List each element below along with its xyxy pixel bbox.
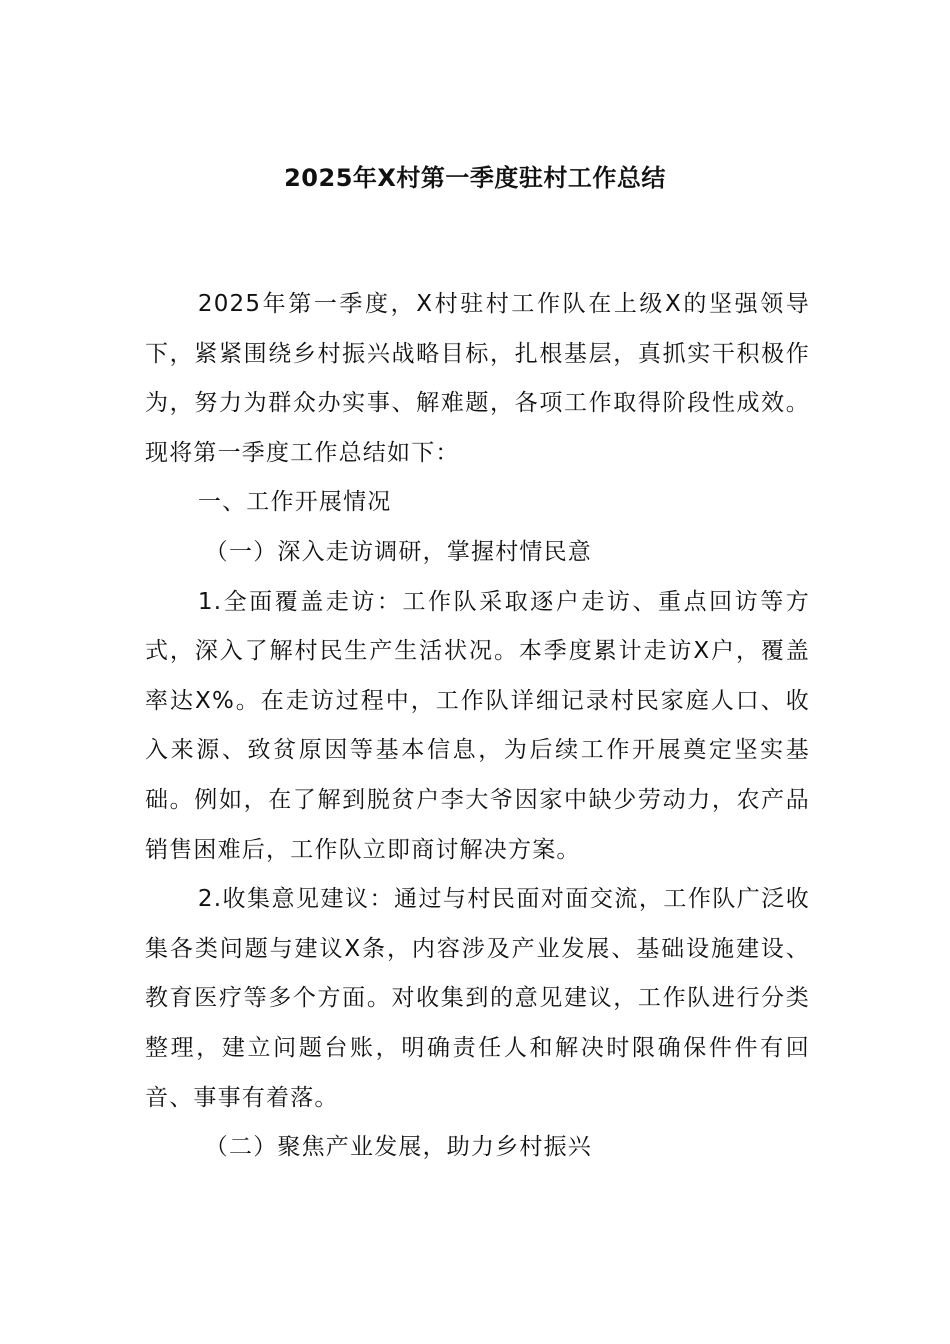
section-heading-1: 一、工作开展情况 [197,489,392,516]
item-paragraph-1: 1.全面覆盖走访：工作队采取逐户走访、重点回访等方式，深入了解村民生产生活状况。本季度累计走访X户，覆盖率达X%。在走访过程中，工作队详细记录村民家庭人口、收入来源、致贫原因等基本信息，为后续工作开展奠定坚实基础。例如，在了解到脱贫户李大爷因家中缺少劳动力，农产品销售困难后，工作队立即商讨解决方案。 [145,588,810,863]
document-body [145,280,810,1173]
intro-paragraph: 2025年第一季度，X村驻村工作队在上级X的坚强领导下，紧紧围绕乡村振兴战略目标，扎根基层，真抓实干积极作为，努力为群众办实事、解难题，各项工作取得阶段性成效。现将第一季度工作总结如下： [145,291,810,466]
item-paragraph-2: 2.收集意见建议：通过与村民面对面交流，工作队广泛收集各类问题与建议X条，内容涉及产业发展、基础设施建设、教育医疗等多个方面。对收集到的意见建议，工作队进行分类整理，建立问题台账，明确责任人和解决时限确保件件有回音、事事有着落。 [145,886,810,1111]
subsection-heading-2: （二）聚焦产业发展，助力乡村振兴 [204,1134,592,1161]
subsection-heading-1: （一）深入走访调研，掌握村情民意 [204,538,592,565]
document-title: 2025年X村第一季度驻村工作总结 [284,164,666,192]
